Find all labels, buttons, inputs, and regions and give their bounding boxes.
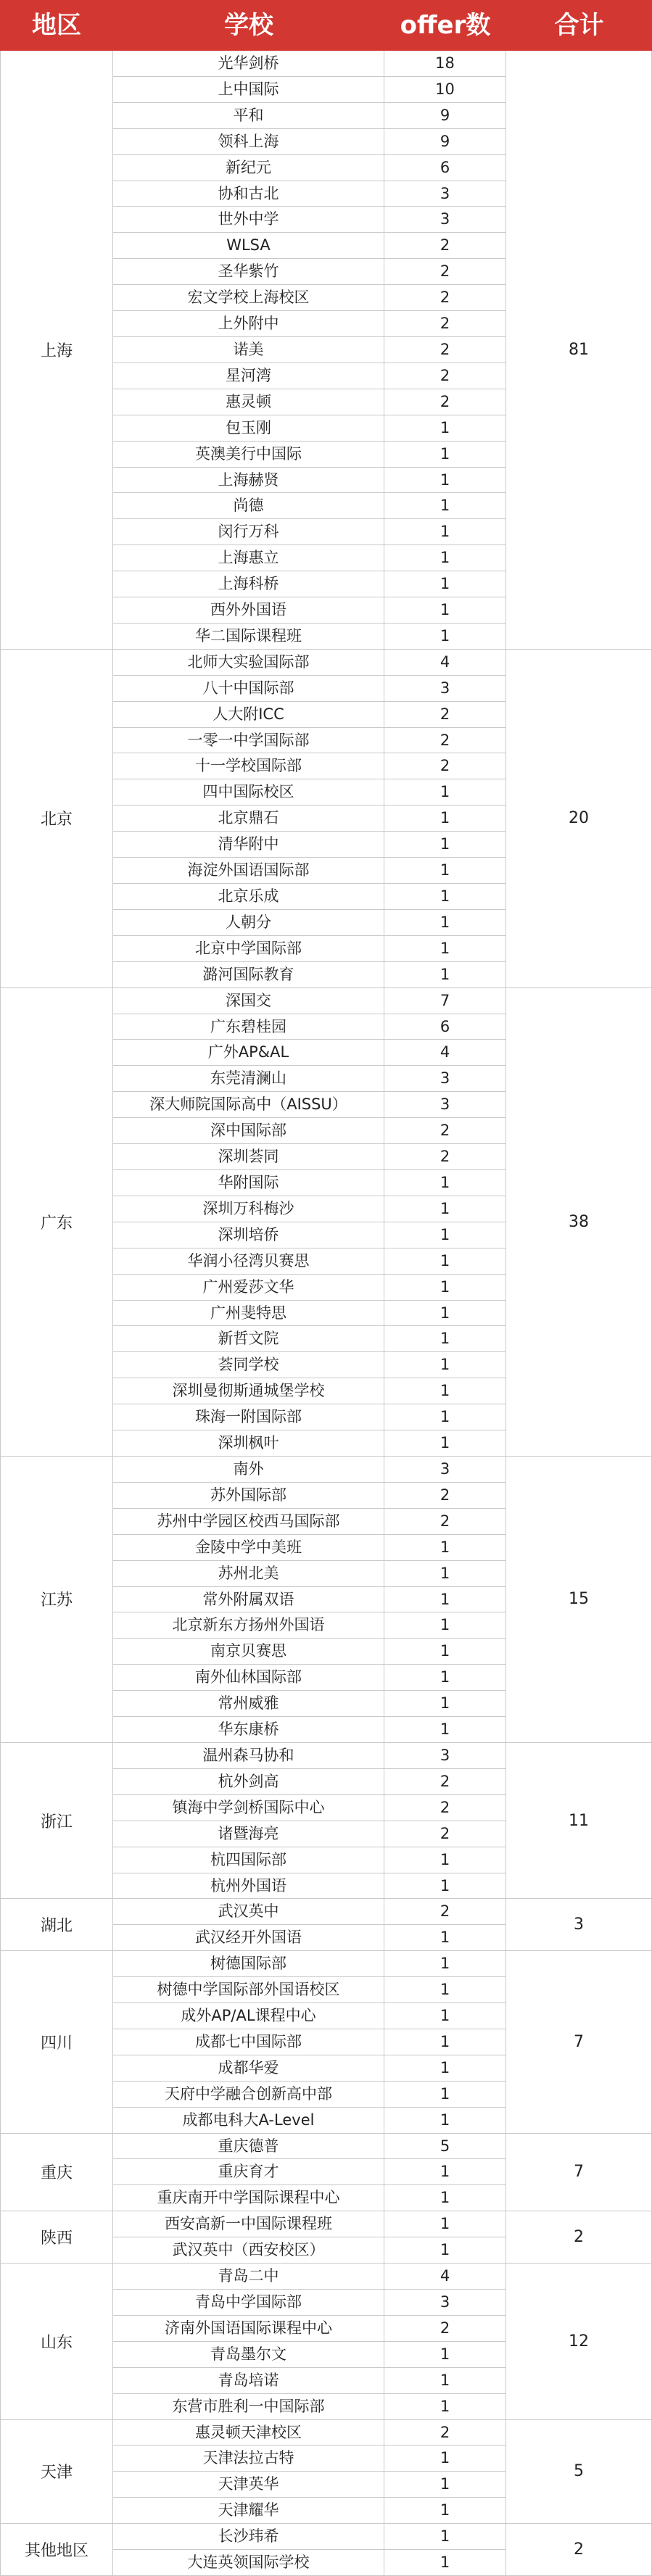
offer-count-cell: 1 (384, 1977, 506, 2003)
offer-count-cell: 1 (384, 1665, 506, 1691)
school-cell: 上外附中 (113, 311, 384, 337)
offer-count-cell: 4 (384, 2264, 506, 2290)
offer-count-cell: 1 (384, 1196, 506, 1222)
school-cell: 天津耀华 (113, 2498, 384, 2524)
school-cell: 宏文学校上海校区 (113, 285, 384, 311)
school-cell: 树德国际部 (113, 1951, 384, 1977)
header-offers: offer数 (400, 11, 491, 40)
school-cell: 常外附属双语 (113, 1587, 384, 1613)
offer-count-cell: 1 (384, 2185, 506, 2211)
school-cell: 一零一中学国际部 (113, 728, 384, 754)
school-cell: 圣华紫竹 (113, 259, 384, 285)
school-cell: 天津法拉古特 (113, 2445, 384, 2472)
school-cell: 武汉英中 (113, 1899, 384, 1925)
region-cell: 湖北 (0, 1899, 113, 1951)
total-cell: 15 (506, 1457, 652, 1743)
offer-count-cell: 2 (384, 363, 506, 389)
total-cell: 12 (506, 2264, 652, 2419)
offer-count-cell: 1 (384, 597, 506, 624)
offer-count-cell: 1 (384, 468, 506, 494)
header-total: 合计 (554, 11, 604, 40)
school-cell: 上中国际 (113, 77, 384, 103)
school-cell: 深中国际部 (113, 1118, 384, 1144)
offer-count-cell: 1 (384, 2082, 506, 2108)
offer-count-cell: 1 (384, 2445, 506, 2472)
offer-count-cell: 1 (384, 1248, 506, 1275)
school-cell: 重庆育才 (113, 2159, 384, 2185)
offer-count-cell: 2 (384, 233, 506, 259)
school-cell: 东莞清澜山 (113, 1066, 384, 1092)
offer-count-cell: 1 (384, 2055, 506, 2082)
offer-count-cell: 1 (384, 936, 506, 962)
school-cell: 诸暨海亮 (113, 1821, 384, 1847)
offer-count-cell: 1 (384, 1587, 506, 1613)
school-cell: 新哲文院 (113, 1326, 384, 1352)
school-cell: 世外中学 (113, 207, 384, 233)
school-cell: 深圳培侨 (113, 1222, 384, 1248)
school-cell: 八十中国际部 (113, 676, 384, 702)
school-cell: 成都华爱 (113, 2055, 384, 2082)
offer-count-cell: 1 (384, 1717, 506, 1743)
offer-count-cell: 2 (384, 285, 506, 311)
offer-count-cell: 1 (384, 2394, 506, 2420)
school-cell: 成都电科大A-Level (113, 2108, 384, 2134)
offer-count-cell: 9 (384, 103, 506, 129)
school-cell: 深圳枫叶 (113, 1430, 384, 1457)
offer-count-cell: 1 (384, 1301, 506, 1327)
offer-count-cell: 1 (384, 2108, 506, 2134)
school-cell: 领科上海 (113, 129, 384, 155)
offer-count-cell: 1 (384, 2237, 506, 2264)
offer-count-cell: 2 (384, 1144, 506, 1170)
school-cell: 重庆德普 (113, 2134, 384, 2160)
school-cell: 广东碧桂园 (113, 1014, 384, 1040)
school-cell: WLSA (113, 233, 384, 259)
school-cell: 人朝分 (113, 910, 384, 936)
offer-count-cell: 2 (384, 259, 506, 285)
header-region: 地区 (32, 11, 81, 40)
school-cell: 北京乐成 (113, 884, 384, 910)
offer-count-cell: 1 (384, 1535, 506, 1561)
offer-count-cell: 1 (384, 1612, 506, 1639)
region-cell: 上海 (0, 51, 113, 650)
offer-count-cell: 1 (384, 1561, 506, 1587)
offer-count-cell: 1 (384, 545, 506, 571)
offer-count-cell: 1 (384, 1170, 506, 1196)
school-cell: 重庆南开中学国际课程中心 (113, 2185, 384, 2211)
school-cell: 苏州中学园区校西马国际部 (113, 1509, 384, 1535)
total-cell: 11 (506, 1743, 652, 1899)
offer-count-cell: 2 (384, 1769, 506, 1795)
table-header (0, 0, 652, 51)
school-cell: 华东康桥 (113, 1717, 384, 1743)
offer-count-cell: 3 (384, 207, 506, 233)
school-cell: 武汉经开外国语 (113, 1925, 384, 1951)
offer-count-cell: 3 (384, 676, 506, 702)
offer-count-cell: 2 (384, 2316, 506, 2342)
school-cell: 东营市胜利一中国际部 (113, 2394, 384, 2420)
school-cell: 南外仙林国际部 (113, 1665, 384, 1691)
header-school: 学校 (224, 11, 273, 40)
offer-count-cell: 1 (384, 2003, 506, 2029)
offer-count-cell: 1 (384, 571, 506, 597)
offer-count-cell: 1 (384, 2159, 506, 2185)
school-cell: 深国交 (113, 988, 384, 1014)
school-cell: 苏外国际部 (113, 1483, 384, 1509)
region-cell: 北京 (0, 650, 113, 988)
region-cell: 江苏 (0, 1457, 113, 1743)
school-cell: 武汉英中（西安校区） (113, 2237, 384, 2264)
school-cell: 四中国际校区 (113, 779, 384, 805)
offer-count-cell: 1 (384, 519, 506, 545)
school-cell: 成都七中国际部 (113, 2029, 384, 2055)
school-cell: 上海赫贤 (113, 468, 384, 494)
school-cell: 树德中学国际部外国语校区 (113, 1977, 384, 2003)
offer-count-cell: 2 (384, 1821, 506, 1847)
school-cell: 成外AP/AL课程中心 (113, 2003, 384, 2029)
school-cell: 华附国际 (113, 1170, 384, 1196)
offer-count-cell: 1 (384, 910, 506, 936)
school-cell: 惠灵顿 (113, 389, 384, 415)
offer-count-cell: 3 (384, 1066, 506, 1092)
total-cell: 81 (506, 51, 652, 650)
offer-count-cell: 1 (384, 1275, 506, 1301)
school-cell: 珠海一附国际部 (113, 1404, 384, 1430)
total-cell: 2 (506, 2524, 652, 2576)
school-cell: 清华附中 (113, 832, 384, 858)
offer-count-cell: 2 (384, 1483, 506, 1509)
school-cell: 西外外国语 (113, 597, 384, 624)
offer-count-cell: 1 (384, 1404, 506, 1430)
offer-count-cell: 4 (384, 650, 506, 676)
school-cell: 杭四国际部 (113, 1847, 384, 1873)
offer-count-cell: 1 (384, 2472, 506, 2498)
region-cell: 其他地区 (0, 2524, 113, 2576)
school-cell: 南外 (113, 1457, 384, 1483)
school-cell: 深圳荟同 (113, 1144, 384, 1170)
total-cell: 5 (506, 2420, 652, 2525)
school-cell: 青岛二中 (113, 2264, 384, 2290)
offer-count-cell: 1 (384, 1352, 506, 1378)
offer-count-cell: 2 (384, 1899, 506, 1925)
offer-count-cell: 1 (384, 1925, 506, 1951)
offer-count-cell: 2 (384, 389, 506, 415)
region-cell: 广东 (0, 988, 113, 1457)
school-cell: 常州威雅 (113, 1691, 384, 1717)
total-cell: 3 (506, 1899, 652, 1951)
offer-count-cell: 1 (384, 493, 506, 519)
offer-count-cell: 1 (384, 2342, 506, 2368)
school-cell: 人大附ICC (113, 702, 384, 728)
offer-count-cell: 1 (384, 1326, 506, 1352)
school-cell: 北京鼎石 (113, 805, 384, 832)
offer-count-cell: 3 (384, 1743, 506, 1769)
offer-count-cell: 4 (384, 1040, 506, 1066)
total-cell: 38 (506, 988, 652, 1457)
offer-count-cell: 3 (384, 1457, 506, 1483)
school-cell: 尚德 (113, 493, 384, 519)
offer-count-cell: 2 (384, 1795, 506, 1821)
school-cell: 海淀外国语国际部 (113, 858, 384, 884)
offer-count-cell: 1 (384, 1847, 506, 1873)
offer-count-cell: 1 (384, 832, 506, 858)
offer-count-cell: 1 (384, 884, 506, 910)
school-cell: 深大师院国际高中（AISSU） (113, 1092, 384, 1118)
school-cell: 长沙玮希 (113, 2524, 384, 2550)
school-cell: 金陵中学中美班 (113, 1535, 384, 1561)
school-cell: 杭州外国语 (113, 1873, 384, 1900)
offer-count-cell: 2 (384, 1118, 506, 1144)
offer-count-cell: 2 (384, 702, 506, 728)
offer-count-cell: 3 (384, 1092, 506, 1118)
offer-count-cell: 1 (384, 962, 506, 988)
school-cell: 新纪元 (113, 155, 384, 181)
offer-count-cell: 1 (384, 2368, 506, 2394)
offer-count-cell: 1 (384, 624, 506, 650)
school-cell: 苏州北美 (113, 1561, 384, 1587)
school-cell: 深圳曼彻斯通城堡学校 (113, 1378, 384, 1404)
school-cell: 深圳万科梅沙 (113, 1196, 384, 1222)
region-cell: 重庆 (0, 2134, 113, 2212)
school-cell: 青岛中学国际部 (113, 2290, 384, 2316)
offer-count-cell: 1 (384, 858, 506, 884)
school-cell: 北京新东方扬州外国语 (113, 1612, 384, 1639)
school-cell: 济南外国语国际课程中心 (113, 2316, 384, 2342)
offer-count-cell: 1 (384, 1222, 506, 1248)
offer-count-cell: 6 (384, 155, 506, 181)
offer-count-cell: 1 (384, 1951, 506, 1977)
school-cell: 广州爱莎文华 (113, 1275, 384, 1301)
region-cell: 山东 (0, 2264, 113, 2419)
school-cell: 大连英领国际学校 (113, 2550, 384, 2576)
offer-count-cell: 10 (384, 77, 506, 103)
offer-count-cell: 1 (384, 805, 506, 832)
offer-count-cell: 1 (384, 1430, 506, 1457)
school-cell: 南京贝赛思 (113, 1639, 384, 1665)
school-cell: 天津英华 (113, 2472, 384, 2498)
total-cell: 2 (506, 2211, 652, 2264)
offer-count-cell: 1 (384, 442, 506, 468)
school-cell: 协和古北 (113, 181, 384, 207)
offer-count-cell: 18 (384, 51, 506, 77)
school-cell: 惠灵顿天津校区 (113, 2420, 384, 2446)
school-cell: 华润小径湾贝赛思 (113, 1248, 384, 1275)
offer-count-cell: 1 (384, 1691, 506, 1717)
school-cell: 广州斐特思 (113, 1301, 384, 1327)
offer-count-cell: 2 (384, 753, 506, 779)
offer-count-cell: 1 (384, 779, 506, 805)
school-cell: 闵行万科 (113, 519, 384, 545)
offer-count-cell: 1 (384, 2498, 506, 2524)
region-cell: 浙江 (0, 1743, 113, 1899)
region-cell: 天津 (0, 2420, 113, 2525)
school-cell: 北师大实验国际部 (113, 650, 384, 676)
school-cell: 杭外剑高 (113, 1769, 384, 1795)
school-cell: 西安高新一中国际课程班 (113, 2211, 384, 2237)
school-cell: 潞河国际教育 (113, 962, 384, 988)
school-cell: 青岛培诺 (113, 2368, 384, 2394)
school-cell: 包玉刚 (113, 415, 384, 442)
school-cell: 星河湾 (113, 363, 384, 389)
school-cell: 北京中学国际部 (113, 936, 384, 962)
offer-count-cell: 9 (384, 129, 506, 155)
school-cell: 上海科桥 (113, 571, 384, 597)
total-cell: 7 (506, 2134, 652, 2212)
offer-count-cell: 1 (384, 2029, 506, 2055)
school-cell: 华二国际课程班 (113, 624, 384, 650)
offer-count-cell: 2 (384, 1509, 506, 1535)
school-cell: 上海惠立 (113, 545, 384, 571)
offer-count-cell: 2 (384, 2420, 506, 2446)
offer-count-cell: 2 (384, 311, 506, 337)
total-cell: 20 (506, 650, 652, 988)
offer-count-cell: 2 (384, 728, 506, 754)
school-cell: 平和 (113, 103, 384, 129)
school-cell: 荟同学校 (113, 1352, 384, 1378)
offer-count-cell: 1 (384, 415, 506, 442)
offer-count-cell: 3 (384, 2290, 506, 2316)
school-cell: 光华剑桥 (113, 51, 384, 77)
offer-count-cell: 1 (384, 1873, 506, 1900)
offer-count-cell: 1 (384, 1378, 506, 1404)
offer-count-cell: 1 (384, 1639, 506, 1665)
school-cell: 天府中学融合创新高中部 (113, 2082, 384, 2108)
offer-count-cell: 2 (384, 337, 506, 363)
offer-count-cell: 6 (384, 1014, 506, 1040)
school-cell: 青岛墨尔文 (113, 2342, 384, 2368)
school-cell: 十一学校国际部 (113, 753, 384, 779)
school-cell: 英澳美行中国际 (113, 442, 384, 468)
offer-count-cell: 7 (384, 988, 506, 1014)
offer-count-cell: 1 (384, 2524, 506, 2550)
offer-count-cell: 1 (384, 2550, 506, 2576)
school-cell: 镇海中学剑桥国际中心 (113, 1795, 384, 1821)
school-cell: 温州森马协和 (113, 1743, 384, 1769)
school-cell: 诺美 (113, 337, 384, 363)
school-cell: 广外AP&AL (113, 1040, 384, 1066)
total-cell: 7 (506, 1951, 652, 2133)
offer-count-cell: 3 (384, 181, 506, 207)
region-cell: 四川 (0, 1951, 113, 2133)
region-cell: 陕西 (0, 2211, 113, 2264)
offer-count-cell: 5 (384, 2134, 506, 2160)
offer-count-cell: 1 (384, 2211, 506, 2237)
